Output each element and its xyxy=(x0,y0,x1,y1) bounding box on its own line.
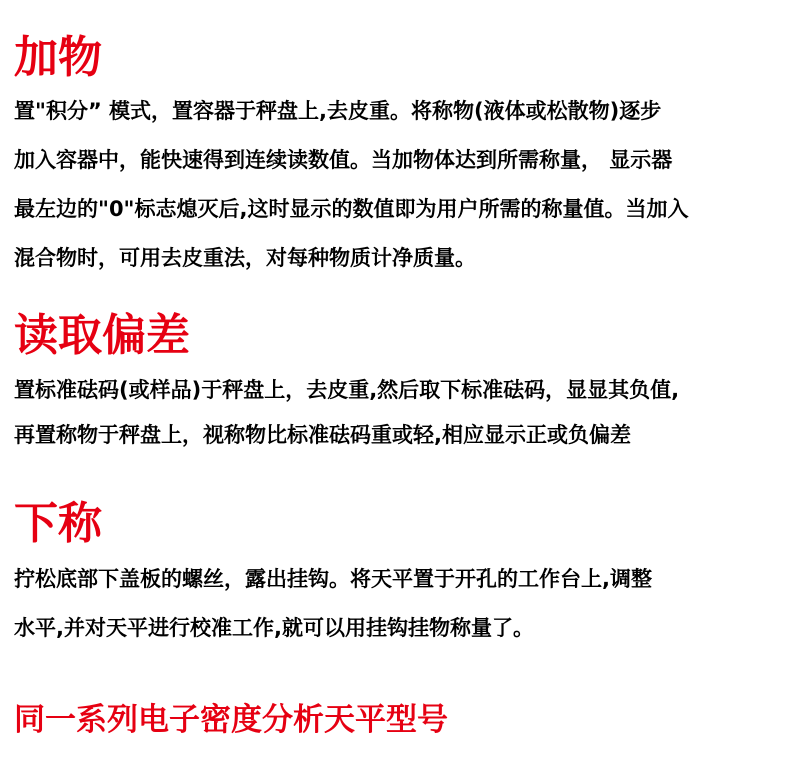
section-body-below-weighing xyxy=(14,555,786,653)
section-body-add-material xyxy=(14,87,786,283)
section-heading-add-material: 加物 xyxy=(14,32,102,83)
section-heading-read-deviation: 读取偏差 xyxy=(14,310,190,361)
section-body-read-deviation xyxy=(14,368,786,458)
paragraph-line: 置标准砝码(或样品)于秤盘上，去皮重,然后取下标准砝码，显显其负值, xyxy=(14,378,680,402)
paragraph-line: 再置称物于秤盘上，视称物比标准砝码重或轻,相应显示正或负偏差 xyxy=(14,423,631,447)
paragraph-line: 拧松底部下盖板的螺丝，露出挂钩。将天平置于开孔的工作台上,调整 xyxy=(14,567,652,591)
paragraph-line: 置"积分” 模式，置容器于秤盘上,去皮重。将称物(液体或松散物)逐步 xyxy=(14,99,662,123)
paragraph-line: 混合物时，可用去皮重法，对每种物质计净质量。 xyxy=(14,246,476,270)
paragraph-line: 最左边的"0"标志熄灭后,这时显示的数值即为用户所需的称量值。当加入 xyxy=(14,197,689,221)
section-heading-below-weighing: 下称 xyxy=(14,498,102,549)
paragraph-line: 加入容器中，能快速得到连续读数值。当加物体达到所需称量， 显示器 xyxy=(14,148,673,172)
paragraph-line: 水平,并对天平进行校准工作,就可以用挂钩挂物称量了。 xyxy=(14,616,534,640)
section-heading-model-list: 同一系列电子密度分析天平型号 xyxy=(14,702,448,738)
